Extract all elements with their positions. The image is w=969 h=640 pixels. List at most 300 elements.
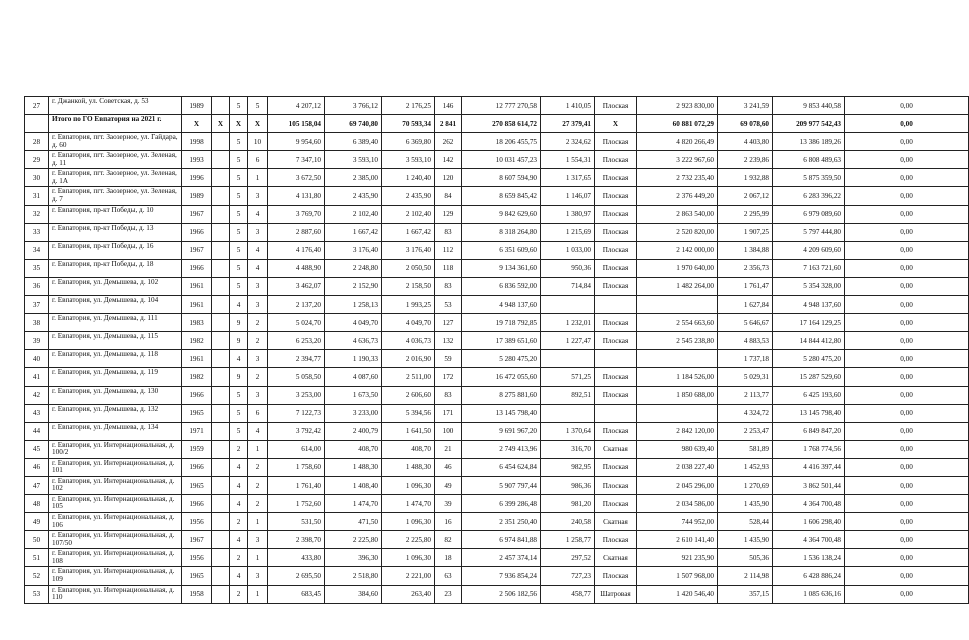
cell-roof-type: Плоская xyxy=(595,187,637,205)
cell-roof-type: Шатровая xyxy=(595,585,637,603)
cell-facade-area: 1 435,90 xyxy=(718,495,773,513)
cell-reserve-cost: 0,00 xyxy=(845,259,969,277)
cell-floors: 4 xyxy=(230,350,248,368)
cell-entrances: 2 xyxy=(248,368,268,386)
cell-facade-area: 4 324,72 xyxy=(718,404,773,422)
table-row xyxy=(25,549,969,567)
cell-other-cost: 209 977 542,43 xyxy=(773,115,845,133)
cell-roof-cost: 1 970 640,00 xyxy=(637,259,718,277)
cell-nonliving-area: 1 240,40 xyxy=(382,169,435,187)
cell-facade-area: 5 646,67 xyxy=(718,314,773,332)
cell-row-number: 33 xyxy=(25,223,49,241)
cell-nonliving-area: 2 102,40 xyxy=(382,205,435,223)
cell-build-year: 1961 xyxy=(182,350,212,368)
cell-total-cost: 18 206 455,75 xyxy=(462,133,541,151)
cell-roof-type: Плоская xyxy=(595,133,637,151)
cell-address: г. Евпатория, ул. Демышева, д. 102 xyxy=(49,277,182,295)
cell-row-number: 45 xyxy=(25,440,49,458)
cell-reserve-cost: 0,00 xyxy=(845,422,969,440)
cell-reserve-cost: 0,00 xyxy=(845,296,969,314)
cell-row-number: 27 xyxy=(25,97,49,115)
cell-roof-type: Плоская xyxy=(595,332,637,350)
cell-living-area: 3 233,00 xyxy=(325,404,382,422)
cell-roof-area xyxy=(541,296,595,314)
cell-address: г. Евпатория, ул. Демышева, д. 118 xyxy=(49,350,182,368)
cell-entrances: 1 xyxy=(248,585,268,603)
cell-entrances: X xyxy=(248,115,268,133)
cell-build-year: 1966 xyxy=(182,223,212,241)
cell-total-cost: 17 389 651,60 xyxy=(462,332,541,350)
cell-residents: 2 841 xyxy=(435,115,462,133)
cell-commissioning-year xyxy=(212,585,230,603)
cell-roof-type xyxy=(595,296,637,314)
cell-entrances: 1 xyxy=(248,169,268,187)
cell-residents: 82 xyxy=(435,531,462,549)
cell-residents: 146 xyxy=(435,97,462,115)
cell-address: г. Евпатория, ул. Интернациональная, д. 100/2 xyxy=(49,440,182,458)
cell-commissioning-year xyxy=(212,440,230,458)
cell-facade-area: 1 761,47 xyxy=(718,277,773,295)
cell-residents: 262 xyxy=(435,133,462,151)
table-row xyxy=(25,368,969,386)
cell-total-cost: 16 472 055,60 xyxy=(462,368,541,386)
table-row xyxy=(25,567,969,585)
cell-address: г. Евпатория, ул. Интернациональная, д. 105 xyxy=(49,495,182,513)
cell-build-year: 1956 xyxy=(182,513,212,531)
cell-build-year: 1966 xyxy=(182,458,212,476)
cell-commissioning-year xyxy=(212,223,230,241)
cell-commissioning-year xyxy=(212,404,230,422)
cell-entrances: 1 xyxy=(248,440,268,458)
cell-row-number: 35 xyxy=(25,259,49,277)
cell-floors: 5 xyxy=(230,404,248,422)
cell-residents: 129 xyxy=(435,205,462,223)
cell-floors: 5 xyxy=(230,223,248,241)
cell-living-area: 3 766,12 xyxy=(325,97,382,115)
cell-commissioning-year xyxy=(212,422,230,440)
cell-nonliving-area: 3 176,40 xyxy=(382,241,435,259)
cell-other-cost: 5 875 359,50 xyxy=(773,169,845,187)
cell-total-cost: 8 275 881,60 xyxy=(462,386,541,404)
table-row xyxy=(25,513,969,531)
cell-roof-cost: 60 881 072,29 xyxy=(637,115,718,133)
cell-row-number: 28 xyxy=(25,133,49,151)
cell-other-cost: 1 536 138,24 xyxy=(773,549,845,567)
cell-other-cost: 3 862 501,44 xyxy=(773,476,845,494)
cell-facade-area: 1 627,84 xyxy=(718,296,773,314)
cell-total-area: 4 131,80 xyxy=(268,187,325,205)
cell-nonliving-area: 70 593,34 xyxy=(382,115,435,133)
cell-floors: 5 xyxy=(230,277,248,295)
cell-facade-area: 5 029,31 xyxy=(718,368,773,386)
cell-build-year: 1971 xyxy=(182,422,212,440)
cell-entrances: 1 xyxy=(248,513,268,531)
cell-roof-area: 982,95 xyxy=(541,458,595,476)
cell-floors: 5 xyxy=(230,187,248,205)
cell-living-area: 1 190,33 xyxy=(325,350,382,368)
cell-facade-area: 357,15 xyxy=(718,585,773,603)
cell-residents: 127 xyxy=(435,314,462,332)
cell-nonliving-area: 3 593,10 xyxy=(382,151,435,169)
cell-roof-cost: 2 520 820,00 xyxy=(637,223,718,241)
cell-row-number: 47 xyxy=(25,476,49,494)
cell-reserve-cost: 0,00 xyxy=(845,386,969,404)
cell-entrances: 3 xyxy=(248,531,268,549)
cell-residents: 172 xyxy=(435,368,462,386)
cell-address: г. Евпатория, пгт. Заозерное, ул. Зеленая, д. 11 xyxy=(49,151,182,169)
cell-facade-area: 4 883,53 xyxy=(718,332,773,350)
cell-other-cost: 1 085 636,16 xyxy=(773,585,845,603)
cell-total-cost: 2 351 250,40 xyxy=(462,513,541,531)
cell-reserve-cost: 0,00 xyxy=(845,97,969,115)
cell-total-cost: 9 134 361,60 xyxy=(462,259,541,277)
cell-other-cost: 5 280 475,20 xyxy=(773,350,845,368)
table-row xyxy=(25,187,969,205)
cell-nonliving-area: 1 667,42 xyxy=(382,223,435,241)
cell-build-year: 1956 xyxy=(182,549,212,567)
cell-row-number: 51 xyxy=(25,549,49,567)
cell-residents: 120 xyxy=(435,169,462,187)
cell-roof-type: Плоская xyxy=(595,386,637,404)
cell-living-area: 2 225,80 xyxy=(325,531,382,549)
cell-roof-area: 1 370,64 xyxy=(541,422,595,440)
cell-reserve-cost: 0,00 xyxy=(845,277,969,295)
cell-living-area: 471,50 xyxy=(325,513,382,531)
cell-residents: 112 xyxy=(435,241,462,259)
cell-row-number: 38 xyxy=(25,314,49,332)
cell-floors: 5 xyxy=(230,151,248,169)
cell-entrances: 4 xyxy=(248,259,268,277)
cell-total-cost: 19 718 792,85 xyxy=(462,314,541,332)
cell-build-year: 1967 xyxy=(182,205,212,223)
cell-roof-area: 571,25 xyxy=(541,368,595,386)
cell-floors: 5 xyxy=(230,422,248,440)
cell-roof-area: 727,23 xyxy=(541,567,595,585)
cell-roof-area: 297,52 xyxy=(541,549,595,567)
cell-reserve-cost: 0,00 xyxy=(845,169,969,187)
cell-roof-cost: 1 420 546,40 xyxy=(637,585,718,603)
cell-address: г. Джанкой, ул. Советская, д. 53 xyxy=(49,97,182,115)
table-row xyxy=(25,495,969,513)
cell-residents: 21 xyxy=(435,440,462,458)
cell-facade-area: 1 907,25 xyxy=(718,223,773,241)
cell-floors: 5 xyxy=(230,133,248,151)
cell-facade-area: 1 435,90 xyxy=(718,531,773,549)
cell-build-year: 1965 xyxy=(182,476,212,494)
cell-facade-area: 2 114,98 xyxy=(718,567,773,585)
cell-roof-area: 1 146,07 xyxy=(541,187,595,205)
cell-reserve-cost: 0,00 xyxy=(845,404,969,422)
cell-total-area: 7 122,73 xyxy=(268,404,325,422)
cell-total-cost: 6 836 592,00 xyxy=(462,277,541,295)
cell-address: г. Евпатория, ул. Демышева, д. 115 xyxy=(49,332,182,350)
cell-address: г. Евпатория, ул. Демышева, д. 132 xyxy=(49,404,182,422)
cell-floors: 5 xyxy=(230,205,248,223)
cell-total-cost: 6 974 841,88 xyxy=(462,531,541,549)
cell-commissioning-year xyxy=(212,513,230,531)
cell-floors: 9 xyxy=(230,368,248,386)
cell-row-number: 41 xyxy=(25,368,49,386)
cell-total-cost: 5 280 475,20 xyxy=(462,350,541,368)
cell-commissioning-year xyxy=(212,549,230,567)
cell-floors: 9 xyxy=(230,332,248,350)
cell-build-year: 1989 xyxy=(182,97,212,115)
cell-total-cost: 7 936 854,24 xyxy=(462,567,541,585)
cell-total-area: 4 207,12 xyxy=(268,97,325,115)
cell-facade-area: 2 239,86 xyxy=(718,151,773,169)
cell-row-number: 29 xyxy=(25,151,49,169)
cell-reserve-cost: 0,00 xyxy=(845,223,969,241)
cell-build-year: 1958 xyxy=(182,585,212,603)
cell-total-area: 105 158,04 xyxy=(268,115,325,133)
cell-total-area: 4 488,90 xyxy=(268,259,325,277)
cell-commissioning-year xyxy=(212,350,230,368)
cell-roof-type xyxy=(595,350,637,368)
cell-entrances: 3 xyxy=(248,296,268,314)
cell-facade-area: 2 253,47 xyxy=(718,422,773,440)
cell-entrances: 6 xyxy=(248,404,268,422)
cell-total-area: 3 462,07 xyxy=(268,277,325,295)
cell-commissioning-year xyxy=(212,476,230,494)
table-row xyxy=(25,223,969,241)
cell-total-cost: 2 457 374,14 xyxy=(462,549,541,567)
cell-address: Итого по ГО Евпатория на 2021 г. xyxy=(49,115,182,133)
table-row xyxy=(25,404,969,422)
cell-other-cost: 6 283 396,22 xyxy=(773,187,845,205)
cell-total-cost: 9 842 629,60 xyxy=(462,205,541,223)
cell-build-year: 1993 xyxy=(182,151,212,169)
table-row xyxy=(25,350,969,368)
cell-address: г. Евпатория, пр-кт Победы, д. 10 xyxy=(49,205,182,223)
cell-entrances: 3 xyxy=(248,386,268,404)
cell-roof-type: Плоская xyxy=(595,458,637,476)
cell-address: г. Евпатория, ул. Интернациональная, д. 107/50 xyxy=(49,531,182,549)
cell-total-cost: 2 749 413,96 xyxy=(462,440,541,458)
cell-build-year: X xyxy=(182,115,212,133)
cell-roof-type: Скатная xyxy=(595,440,637,458)
cell-address: г. Евпатория, ул. Интернациональная, д. 106 xyxy=(49,513,182,531)
cell-entrances: 2 xyxy=(248,314,268,332)
cell-build-year: 1996 xyxy=(182,169,212,187)
cell-residents: 59 xyxy=(435,350,462,368)
table-row xyxy=(25,205,969,223)
cell-reserve-cost: 0,00 xyxy=(845,458,969,476)
cell-floors: 5 xyxy=(230,169,248,187)
housing-repair-table xyxy=(24,96,969,604)
cell-address: г. Евпатория, ул. Интернациональная, д. 109 xyxy=(49,567,182,585)
cell-other-cost: 4 364 700,48 xyxy=(773,495,845,513)
cell-living-area: 396,30 xyxy=(325,549,382,567)
cell-roof-area: 458,77 xyxy=(541,585,595,603)
cell-reserve-cost: 0,00 xyxy=(845,440,969,458)
cell-roof-area: 1 380,97 xyxy=(541,205,595,223)
cell-address: г. Евпатория, ул. Демышева, д. 111 xyxy=(49,314,182,332)
cell-other-cost: 6 808 489,63 xyxy=(773,151,845,169)
cell-row-number: 48 xyxy=(25,495,49,513)
cell-total-area: 2 137,20 xyxy=(268,296,325,314)
cell-address: г. Евпатория, ул. Демышева, д. 130 xyxy=(49,386,182,404)
cell-build-year: 1965 xyxy=(182,567,212,585)
cell-commissioning-year xyxy=(212,567,230,585)
cell-reserve-cost: 0,00 xyxy=(845,241,969,259)
cell-nonliving-area: 1 096,30 xyxy=(382,513,435,531)
cell-commissioning-year xyxy=(212,368,230,386)
cell-other-cost: 5 354 328,00 xyxy=(773,277,845,295)
cell-nonliving-area: 2 511,00 xyxy=(382,368,435,386)
cell-roof-area: 714,84 xyxy=(541,277,595,295)
cell-commissioning-year xyxy=(212,332,230,350)
cell-entrances: 4 xyxy=(248,205,268,223)
cell-total-cost: 9 691 967,20 xyxy=(462,422,541,440)
cell-roof-cost: 2 142 000,00 xyxy=(637,241,718,259)
cell-commissioning-year xyxy=(212,386,230,404)
cell-nonliving-area: 5 394,56 xyxy=(382,404,435,422)
cell-nonliving-area: 2 176,25 xyxy=(382,97,435,115)
table-row xyxy=(25,585,969,603)
table-row xyxy=(25,458,969,476)
table-row xyxy=(25,314,969,332)
cell-facade-area: 1 384,88 xyxy=(718,241,773,259)
cell-address: г. Евпатория, пгт. Заозерное, ул. Гайдара, д. 60 xyxy=(49,133,182,151)
cell-address: г. Евпатория, пр-кт Победы, д. 13 xyxy=(49,223,182,241)
cell-total-cost: 12 777 270,58 xyxy=(462,97,541,115)
cell-nonliving-area: 408,70 xyxy=(382,440,435,458)
cell-total-area: 7 347,10 xyxy=(268,151,325,169)
cell-facade-area: 1 452,93 xyxy=(718,458,773,476)
cell-roof-type: Плоская xyxy=(595,495,637,513)
cell-other-cost: 4 416 397,44 xyxy=(773,458,845,476)
cell-other-cost: 6 849 847,20 xyxy=(773,422,845,440)
cell-roof-area xyxy=(541,404,595,422)
cell-living-area: 1 673,50 xyxy=(325,386,382,404)
cell-build-year: 1961 xyxy=(182,277,212,295)
cell-total-area: 5 024,70 xyxy=(268,314,325,332)
cell-roof-area: 1 232,01 xyxy=(541,314,595,332)
cell-floors: 5 xyxy=(230,97,248,115)
cell-roof-type: Плоская xyxy=(595,531,637,549)
cell-residents: 171 xyxy=(435,404,462,422)
cell-reserve-cost: 0,00 xyxy=(845,332,969,350)
cell-residents: 83 xyxy=(435,277,462,295)
cell-roof-area: 1 215,69 xyxy=(541,223,595,241)
cell-entrances: 3 xyxy=(248,567,268,585)
cell-nonliving-area: 6 369,80 xyxy=(382,133,435,151)
cell-address: г. Евпатория, ул. Интернациональная, д. 102 xyxy=(49,476,182,494)
cell-reserve-cost: 0,00 xyxy=(845,567,969,585)
cell-entrances: 10 xyxy=(248,133,268,151)
cell-other-cost: 7 163 721,60 xyxy=(773,259,845,277)
cell-other-cost: 13 386 189,26 xyxy=(773,133,845,151)
cell-roof-cost: 3 222 967,60 xyxy=(637,151,718,169)
cell-floors: 4 xyxy=(230,567,248,585)
cell-roof-area: 240,58 xyxy=(541,513,595,531)
cell-build-year: 1998 xyxy=(182,133,212,151)
cell-roof-area: 1 410,05 xyxy=(541,97,595,115)
cell-roof-type xyxy=(595,404,637,422)
cell-nonliving-area: 2 016,90 xyxy=(382,350,435,368)
cell-entrances: 6 xyxy=(248,151,268,169)
cell-residents: 23 xyxy=(435,585,462,603)
cell-living-area: 1 667,42 xyxy=(325,223,382,241)
cell-row-number: 46 xyxy=(25,458,49,476)
cell-total-area: 6 253,20 xyxy=(268,332,325,350)
cell-residents: 83 xyxy=(435,386,462,404)
cell-nonliving-area: 1 096,30 xyxy=(382,476,435,494)
cell-roof-type: Плоская xyxy=(595,567,637,585)
cell-reserve-cost: 0,00 xyxy=(845,151,969,169)
cell-living-area: 2 248,80 xyxy=(325,259,382,277)
cell-build-year: 1966 xyxy=(182,495,212,513)
cell-other-cost: 9 853 440,58 xyxy=(773,97,845,115)
cell-total-cost: 6 399 286,48 xyxy=(462,495,541,513)
cell-residents: 83 xyxy=(435,223,462,241)
cell-address: г. Евпатория, ул. Демышева, д. 104 xyxy=(49,296,182,314)
cell-roof-cost: 2 554 663,60 xyxy=(637,314,718,332)
cell-living-area: 4 636,73 xyxy=(325,332,382,350)
cell-address: г. Евпатория, ул. Интернациональная, д. 110 xyxy=(49,585,182,603)
cell-residents: 18 xyxy=(435,549,462,567)
cell-roof-area xyxy=(541,350,595,368)
cell-total-area: 1 758,60 xyxy=(268,458,325,476)
cell-roof-area: 316,70 xyxy=(541,440,595,458)
cell-entrances: 2 xyxy=(248,458,268,476)
cell-other-cost: 14 844 412,80 xyxy=(773,332,845,350)
cell-living-area: 2 518,80 xyxy=(325,567,382,585)
cell-floors: 4 xyxy=(230,531,248,549)
cell-facade-area: 581,89 xyxy=(718,440,773,458)
cell-commissioning-year xyxy=(212,259,230,277)
table-row xyxy=(25,531,969,549)
cell-roof-type: Плоская xyxy=(595,368,637,386)
cell-commissioning-year xyxy=(212,314,230,332)
cell-other-cost: 1 606 298,40 xyxy=(773,513,845,531)
cell-facade-area: 69 078,60 xyxy=(718,115,773,133)
cell-roof-cost: 744 952,00 xyxy=(637,513,718,531)
cell-address: г. Евпатория, пгт. Заозерное, ул. Зеленая, д. 7 xyxy=(49,187,182,205)
table-row xyxy=(25,97,969,115)
cell-commissioning-year xyxy=(212,169,230,187)
cell-roof-area: 27 379,41 xyxy=(541,115,595,133)
cell-roof-cost: 2 610 141,40 xyxy=(637,531,718,549)
cell-total-cost: 8 659 845,42 xyxy=(462,187,541,205)
cell-facade-area: 1 270,69 xyxy=(718,476,773,494)
cell-build-year: 1966 xyxy=(182,259,212,277)
cell-residents: 132 xyxy=(435,332,462,350)
cell-total-cost: 10 031 457,23 xyxy=(462,151,541,169)
cell-residents: 142 xyxy=(435,151,462,169)
cell-reserve-cost: 0,00 xyxy=(845,513,969,531)
table-row xyxy=(25,241,969,259)
cell-total-cost: 8 607 594,90 xyxy=(462,169,541,187)
cell-roof-cost: 2 045 296,00 xyxy=(637,476,718,494)
cell-row-number: 37 xyxy=(25,296,49,314)
table-row xyxy=(25,277,969,295)
cell-floors: 4 xyxy=(230,476,248,494)
cell-nonliving-area: 1 096,30 xyxy=(382,549,435,567)
cell-row-number: 40 xyxy=(25,350,49,368)
cell-roof-type: Скатная xyxy=(595,549,637,567)
cell-total-area: 433,80 xyxy=(268,549,325,567)
cell-floors: 4 xyxy=(230,495,248,513)
cell-floors: 5 xyxy=(230,241,248,259)
cell-reserve-cost: 0,00 xyxy=(845,476,969,494)
cell-other-cost: 6 425 193,60 xyxy=(773,386,845,404)
cell-other-cost: 4 948 137,60 xyxy=(773,296,845,314)
cell-row-number: 30 xyxy=(25,169,49,187)
table-row xyxy=(25,440,969,458)
cell-total-area: 614,00 xyxy=(268,440,325,458)
cell-reserve-cost: 0,00 xyxy=(845,314,969,332)
